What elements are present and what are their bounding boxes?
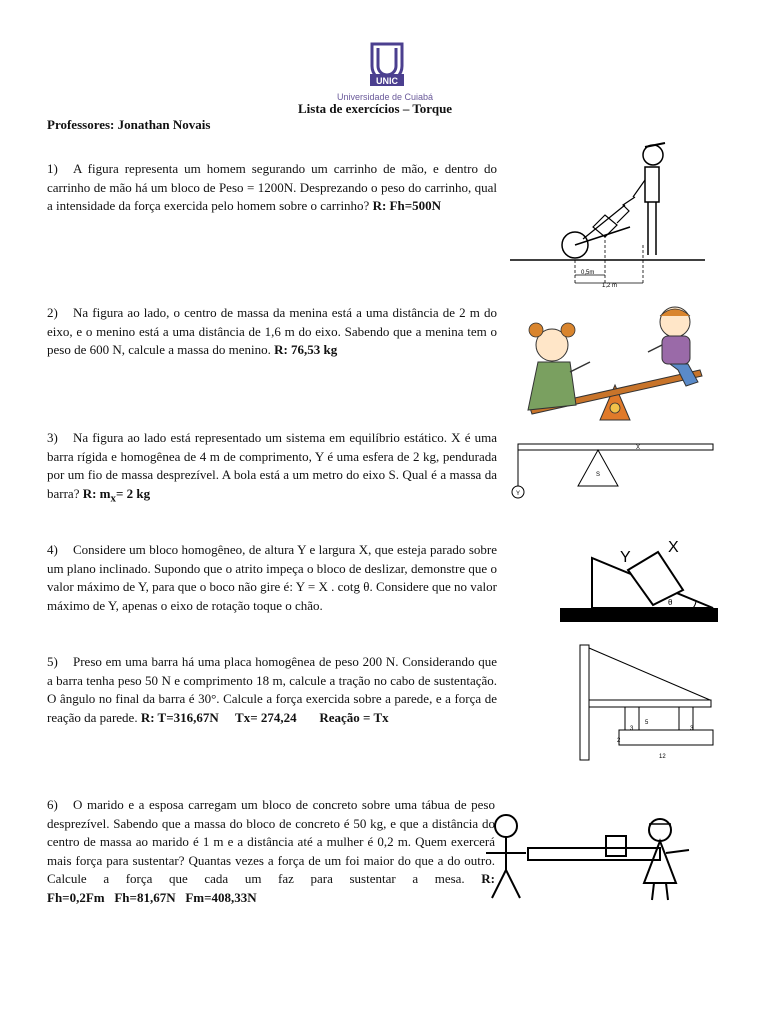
- question-5-text: Preso em uma barra há uma placa homogênea de peso 200 N. Considerando que a barra tenha peso 50 N e comprimento 18 m, calcule a tração no cabo de sustentação. O ângulo no final da barra é 30°. Calcule a força exercida sobre a parede, e a força de reação da parede.: [47, 654, 497, 725]
- page-title: Lista de exercícios – Torque: [298, 101, 453, 116]
- dim-label-12: 12: [659, 754, 666, 760]
- bar-label-x: X: [636, 445, 641, 451]
- question-2: 2) Na figura ao lado, o centro de massa da menina está a uma distância de 2 m do eixo, e o menino está a uma distância de 1,6 m do eixo. Sabendo que a menina tem o peso de 600 N, calcule a massa do menino. R: 76,53 kg: [47, 305, 497, 357]
- logo-text: UNIC: [376, 76, 398, 86]
- wheelbarrow-figure: [505, 135, 715, 290]
- sphere-label-y: Y: [516, 491, 521, 497]
- dim-label-5: 5: [645, 720, 649, 726]
- dim-label-3-right: 3: [690, 726, 694, 732]
- question-3-text: Na figura ao lado está representado um sistema em equilíbrio estático. X é uma barra rígida e homogênea de 4 m de comprimento, Y é uma esfera de 2 kg, pendurada por um fio de massa desprezível. A bola está a um metro do eixo S. Qual é a massa da barra?: [47, 430, 497, 501]
- dim-label-2: 2: [617, 738, 621, 744]
- question-2-answer: R: 76,53 kg: [274, 342, 338, 357]
- block-label-x: X: [668, 539, 679, 556]
- angle-label-theta: θ: [668, 598, 673, 607]
- university-name: Universidade de Cuiabá: [336, 92, 434, 102]
- question-6-answer: R: Fh=0,2Fm Fh=81,67N Fm=408,33N: [47, 871, 496, 905]
- question-1-text: A figura representa um homem segurando um carrinho de mão, e dentro do carrinho de mão há um bloco de Peso = 1200N. Desprezando o peso do carrinho, qual a intensidade da força exercida pelo homem sobre o carrinho?: [47, 161, 497, 213]
- pivot-label-s: S: [596, 472, 601, 478]
- question-6-text: O marido e a esposa carregam um bloco de concreto sobre uma tábua de peso desprezível. Sabendo que a massa do bloco de concreto é 50 kg, e que a distância do centro de massa ao marido é 1 m e a distância até a mulher é 0,2 m. Quem exercerá mais força para sustentar? Quantas vezes a força de um foi maior do que a do outro. Calcule a força que cada um faz para sustentar a mesa.: [47, 797, 495, 886]
- question-3-answer: R: $m_x= 2$ kg: [82, 485, 151, 505]
- incline-block-figure: [558, 530, 720, 625]
- question-1-answer: R: Fh=500N: [372, 198, 442, 213]
- question-4-text: Considere um bloco homogêneo, de altura Y e largura X, que esteja parado sobre um plano inclinado. Supondo que o atrito impeça o bloco de deslizar, demonstre que o valor máximo de Y, para que o boco não gire é: Y = X . cotg θ. Considere que no valor máximo de Y, apenas o eixo de rotação toque o chão.: [47, 542, 497, 613]
- dim-label-3-left: 3: [630, 726, 634, 732]
- question-3: 3) Na figura ao lado está representado um sistema em equilíbrio estático. X é uma barra rígida e homogênea de 4 m de comprimento, Y é uma esfera de 2 kg, pendurada por um fio de massa desprezível. A bola está a um metro do eixo S. Qual é a massa da barra? R: $m_x= 2$ kg: [47, 430, 497, 505]
- sign-bar-figure: [575, 640, 715, 765]
- question-5: 5) Preso em uma barra há uma placa homogênea de peso 200 N. Considerando que a barra tenha peso 50 N e comprimento 18 m, calcule a tração no cabo de sustentação. O ângulo no final da barra é 30°. Calcule a força exercida sobre a parede, e a força de reação da parede. R: T=316,67N Tx= 274,24 Reação = Tx: [47, 654, 497, 725]
- couple-carrying-figure: [484, 808, 718, 908]
- question-4: 4) Considere um bloco homogêneo, de altura Y e largura X, que esteja parado sobre um plano inclinado. Supondo que o atrito impeça o bloco de deslizar, demonstre que o valor máximo de Y, para que o boco não gire é: Y = X . cotg θ. Considere que no valor máximo de Y, apenas o eixo de rotação toque o chão.: [47, 542, 497, 613]
- block-label-y: Y: [620, 549, 631, 566]
- question-5-answer: R: T=316,67N Tx= 274,24 Reação = Tx: [140, 709, 389, 725]
- seesaw-figure: [510, 300, 715, 425]
- distance-label-0-5m: 0,5m: [581, 270, 595, 276]
- question-6: 6) O marido e a esposa carregam um bloco de concreto sobre uma tábua de peso desprezível. Sabendo que a massa do bloco de concreto é 50 kg, e que a distância do centro de massa ao marido é 1 m e a distância até a mulher é 0,2 m. Quem exercerá mais força para sustentar? Quantas vezes a força de um foi maior do que a do outro. Calcule a força que cada um faz para sustentar a mesa. R: Fh=0,2Fm Fh=81,67N Fm=408,33N: [47, 797, 496, 905]
- bar-sphere-figure: [508, 438, 718, 503]
- teachers-line: Professores: Jonathan Novais: [47, 117, 211, 132]
- question-2-text: Na figura ao lado, o centro de massa da menina está a uma distância de 2 m do eixo, e o menino está a uma distância de 1,6 m do eixo. Sabendo que a menina tem o peso de 600 N, calcule a massa do menino.: [47, 305, 497, 357]
- question-1: 1) A figura representa um homem segurando um carrinho de mão, e dentro do carrinho de mão há um bloco de Peso = 1200N. Desprezando o peso do carrinho, qual a intensidade da força exercida pelo homem sobre o carrinho? R: Fh=500N: [47, 161, 497, 213]
- distance-label-1-2m: 1,2 m: [602, 283, 618, 289]
